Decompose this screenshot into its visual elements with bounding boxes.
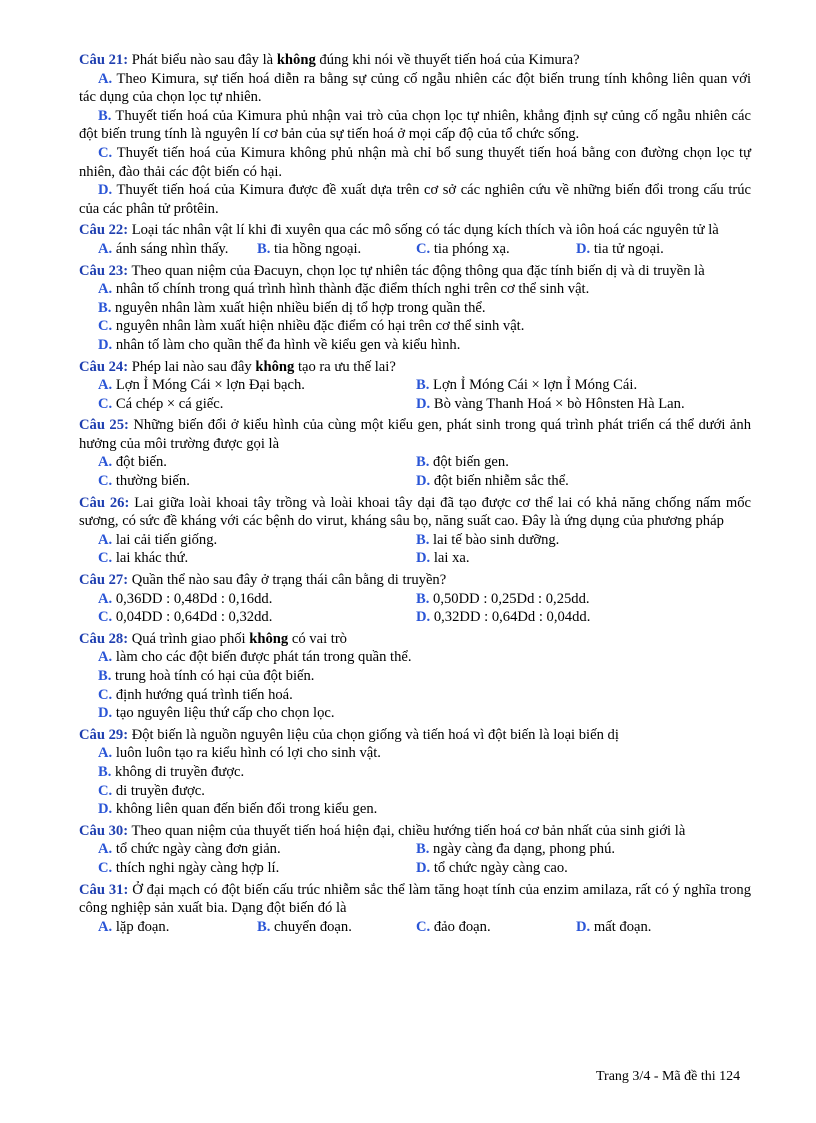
option-text: Lợn Ỉ Móng Cái × lợn Đại bạch. — [115, 377, 305, 394]
option-c[interactable] — [98, 395, 416, 414]
option-letter: B. — [416, 377, 430, 394]
option-d[interactable] — [79, 800, 751, 819]
option-text: mất đoạn. — [593, 918, 652, 935]
option-text: tổ chức ngày càng đơn giản. — [115, 841, 281, 858]
question-24 — [79, 358, 751, 414]
question-28 — [79, 630, 751, 723]
question-stem — [79, 221, 751, 240]
option-text: lặp đoạn. — [115, 918, 170, 935]
option-a[interactable] — [98, 240, 257, 259]
option-text: nguyên nhân làm xuất hiện nhiều đặc điểm có hại trên cơ thể sinh vật. — [115, 318, 525, 335]
stem-text: có vai trò — [288, 630, 347, 647]
option-letter: B. — [257, 918, 271, 935]
option-letter: B. — [416, 454, 430, 471]
option-b[interactable] — [257, 918, 416, 937]
option-text: không liên quan đến biến đổi trong kiểu gen. — [115, 801, 378, 818]
option-c[interactable] — [98, 859, 416, 878]
question-stem — [79, 571, 751, 590]
option-letter: C. — [98, 782, 113, 799]
stem-text: Theo quan niệm của Đacuyn, chọn lọc tự nhiên tác động thông qua đặc tính biến dị và di truyền là — [131, 262, 705, 279]
option-b[interactable] — [416, 453, 509, 472]
option-c[interactable] — [79, 782, 751, 801]
question-stem — [79, 726, 751, 745]
question-23 — [79, 262, 751, 355]
option-letter: A. — [98, 454, 113, 471]
option-text: nhân tố chính trong quá trình hình thành đặc điểm thích nghi trên cơ thể sinh vật. — [115, 281, 590, 298]
option-letter: B. — [98, 299, 112, 316]
option-c[interactable] — [79, 317, 751, 336]
option-text: lai tế bào sinh dưỡng. — [433, 531, 560, 548]
option-text: luôn luôn tạo ra kiểu hình có lợi cho sinh vật. — [115, 745, 381, 762]
option-a[interactable] — [98, 376, 416, 395]
option-a[interactable] — [79, 744, 751, 763]
option-letter: D. — [98, 336, 113, 353]
option-text: trung hoà tính có hại của đột biến. — [115, 668, 315, 684]
option-d[interactable] — [416, 472, 569, 491]
option-letter: B. — [98, 107, 112, 124]
option-text: không di truyền được. — [115, 763, 245, 780]
question-stem — [79, 51, 751, 70]
option-a[interactable] — [98, 918, 257, 937]
stem-text: Ở đại mạch có đột biến cấu trúc nhiễm sắc thể làm tăng hoạt tính của enzim amilaza, rất có ý nghĩa trong công nghiệp sản xuất bia. Dạng đột biến đó là — [79, 881, 751, 917]
option-text: Lợn Ỉ Móng Cái × lợn Ỉ Móng Cái. — [433, 377, 638, 394]
options-row — [79, 453, 751, 472]
option-text: Bò vàng Thanh Hoá × bò Hônsten Hà Lan. — [433, 395, 685, 412]
option-text: Cá chép × cá giếc. — [115, 395, 224, 412]
option-a[interactable] — [79, 70, 751, 107]
options-row — [79, 918, 751, 937]
options-row — [79, 840, 751, 859]
option-letter: C. — [98, 550, 113, 567]
stem-text: Theo quan niệm của thuyết tiến hoá hiện đại, chiều hướng tiến hoá cơ bản nhất của sinh giới là — [131, 822, 686, 839]
option-text: Thuyết tiến hoá của Kimura phủ nhận vai trò của chọn lọc tự nhiên, khẳng định sự củng cố ngẫu nhiên các đột biến trung tính là nguyên lí cơ bản của sự tiến hoá ở mọi cấp độ của tổ chức sống. — [79, 107, 751, 143]
option-b[interactable] — [257, 240, 416, 259]
option-letter: A. — [98, 70, 113, 87]
option-b[interactable] — [416, 376, 637, 395]
question-30 — [79, 822, 751, 878]
question-number: Câu 26: — [79, 494, 130, 511]
stem-emphasis: không — [255, 358, 295, 375]
option-d[interactable] — [576, 918, 651, 937]
option-d[interactable] — [576, 240, 664, 259]
stem-text: Quần thể nào sau đây ở trạng thái cân bằng di truyền? — [131, 572, 447, 589]
option-text: tổ chức ngày càng cao. — [433, 859, 568, 876]
stem-text: Lai giữa loài khoai tây trồng và loài khoai tây dại đã tạo được cơ thể lai có khả năng chống nấm mốc sương, có sức đề kháng với các bệnh do virut, kháng sâu bọ, năng suất cao. Đây là ứng dụng của phương pháp — [79, 494, 751, 530]
option-text: làm cho các đột biến được phát tán trong quần thể. — [115, 649, 412, 666]
question-22 — [79, 221, 751, 258]
option-letter: B. — [98, 668, 112, 684]
option-text: ngày càng đa dạng, phong phú. — [433, 841, 616, 858]
option-d[interactable] — [416, 608, 590, 627]
option-text: Theo Kimura, sự tiến hoá diễn ra bằng sự củng cố ngẫu nhiên các đột biến trung tính không liên quan với tác dụng của chọn lọc tự nhiên. — [79, 70, 752, 106]
option-text: tia hồng ngoại. — [274, 240, 362, 257]
exam-page — [79, 51, 751, 936]
option-text: 0,50DD : 0,25Dd : 0,25dd. — [433, 590, 590, 607]
option-text: 0,04DD : 0,64Dd : 0,32dd. — [115, 609, 273, 626]
option-letter: A. — [98, 841, 113, 858]
option-text: chuyển đoạn. — [274, 918, 352, 935]
option-letter: B. — [416, 531, 430, 548]
option-c[interactable] — [98, 549, 416, 568]
option-text: đột biến. — [115, 454, 167, 471]
option-d[interactable] — [79, 181, 751, 218]
option-d[interactable] — [79, 704, 751, 723]
option-text: nguyên nhân làm xuất hiện nhiều biến dị tổ hợp trong quần thể. — [115, 299, 486, 316]
option-text: 0,36DD : 0,48Dd : 0,16dd. — [115, 590, 273, 607]
option-text: đột biến nhiễm sắc thể. — [433, 473, 569, 490]
option-letter: A. — [98, 590, 113, 607]
option-text: đảo đoạn. — [433, 918, 491, 935]
page-footer: Trang 3/4 - Mã đề thi 124 — [596, 1069, 741, 1084]
options-row — [79, 859, 751, 878]
question-number: Câu 29: — [79, 726, 129, 743]
option-letter: A. — [98, 240, 113, 257]
option-c[interactable] — [79, 686, 751, 705]
option-a[interactable] — [98, 590, 416, 609]
stem-text: Phát biểu nào sau đây là — [131, 52, 277, 68]
options-row — [79, 472, 751, 491]
option-letter: B. — [416, 841, 430, 858]
option-d[interactable] — [416, 395, 685, 414]
option-letter: D. — [576, 918, 591, 935]
option-b[interactable] — [416, 590, 590, 609]
question-number: Câu 27: — [79, 572, 129, 589]
options-row — [79, 395, 751, 414]
option-text: 0,32DD : 0,64Dd : 0,04dd. — [433, 609, 591, 626]
option-letter: C. — [416, 240, 431, 257]
question-stem — [79, 494, 751, 531]
option-text: định hướng quá trình tiến hoá. — [115, 686, 293, 703]
option-letter: D. — [98, 705, 113, 722]
option-letter: D. — [98, 801, 113, 818]
question-number: Câu 31: — [79, 881, 129, 898]
question-stem — [79, 358, 751, 377]
option-letter: D. — [416, 859, 431, 876]
option-letter: C. — [98, 318, 113, 335]
stem-text: Loại tác nhân vật lí khi đi xuyên qua các mô sống có tác dụng kích thích và iôn hoá các nguyên tử là — [131, 222, 719, 239]
option-letter: D. — [416, 609, 431, 626]
option-letter: A. — [98, 918, 113, 935]
options-row — [79, 608, 751, 627]
option-letter: C. — [98, 686, 113, 703]
question-21 — [79, 51, 751, 218]
option-text: lai cải tiến giống. — [115, 531, 218, 548]
question-26 — [79, 494, 751, 568]
option-text: tia tử ngoại. — [593, 240, 664, 257]
question-27 — [79, 571, 751, 627]
stem-text: Quá trình giao phối — [131, 630, 250, 647]
option-letter: A. — [98, 281, 113, 298]
option-text: Thuyết tiến hoá của Kimura được đề xuất dựa trên cơ sở các nghiên cứu về những biến đổi trong cấu trúc của các phân tử prôtêin. — [79, 182, 752, 217]
option-letter: C. — [98, 859, 113, 876]
stem-emphasis: không — [249, 630, 289, 647]
option-letter: D. — [416, 550, 431, 567]
option-letter: C. — [416, 918, 431, 935]
question-number: Câu 25: — [79, 417, 129, 434]
option-letter: A. — [98, 377, 113, 394]
option-b[interactable] — [79, 107, 751, 144]
option-letter: D. — [98, 182, 113, 199]
option-letter: D. — [416, 395, 431, 412]
option-letter: B. — [98, 763, 112, 780]
question-number: Câu 22: — [79, 222, 129, 239]
option-b[interactable] — [416, 531, 559, 550]
option-d[interactable] — [416, 859, 568, 878]
question-31 — [79, 881, 751, 937]
stem-text: Đột biến là nguồn nguyên liệu của chọn giống và tiến hoá vì đột biến là loại biến dị — [131, 726, 619, 743]
option-a[interactable] — [98, 453, 416, 472]
question-stem — [79, 262, 751, 281]
option-letter: A. — [98, 531, 113, 548]
option-letter: B. — [416, 590, 430, 607]
option-text: tạo nguyên liệu thứ cấp cho chọn lọc. — [115, 705, 335, 722]
option-a[interactable] — [98, 840, 416, 859]
option-letter: A. — [98, 745, 113, 762]
option-text: Thuyết tiến hoá của Kimura không phủ nhận mà chỉ bổ sung thuyết tiến hoá bằng con đường chọn lọc tự nhiên, đào thải các đột biến có hại. — [79, 144, 751, 180]
option-b[interactable] — [416, 840, 615, 859]
option-letter: D. — [416, 473, 431, 490]
option-letter: C. — [98, 473, 113, 490]
stem-emphasis: không — [276, 52, 316, 68]
stem-text: Phép lai nào sau đây — [131, 358, 256, 375]
question-number: Câu 24: — [79, 358, 129, 375]
stem-text: đúng khi nói về thuyết tiến hoá của Kimura? — [315, 52, 580, 68]
option-letter: B. — [257, 240, 271, 257]
option-text: thường biến. — [115, 473, 190, 490]
options-row — [79, 531, 751, 550]
option-letter: D. — [576, 240, 591, 257]
option-a[interactable] — [79, 648, 751, 667]
option-c[interactable] — [416, 918, 576, 937]
option-text: thích nghi ngày càng hợp lí. — [115, 859, 280, 876]
option-c[interactable] — [79, 144, 751, 181]
question-number: Câu 30: — [79, 822, 129, 839]
option-text: đột biến gen. — [433, 454, 509, 471]
option-text: tia phóng xạ. — [433, 240, 510, 257]
option-text: lai khác thứ. — [115, 550, 189, 567]
question-stem — [79, 881, 751, 918]
option-letter: C. — [98, 144, 113, 161]
option-b[interactable] — [79, 667, 751, 686]
question-25 — [79, 416, 751, 490]
option-d[interactable] — [79, 336, 751, 355]
option-letter: A. — [98, 649, 113, 666]
question-number: Câu 23: — [79, 262, 129, 279]
option-b[interactable] — [79, 299, 751, 318]
option-letter: C. — [98, 395, 113, 412]
question-29 — [79, 726, 751, 819]
stem-text: tạo ra ưu thế lai? — [294, 358, 396, 375]
question-stem — [79, 822, 751, 841]
option-text: di truyền được. — [115, 782, 205, 799]
option-text: ánh sáng nhìn thấy. — [115, 240, 229, 257]
options-row — [79, 240, 751, 259]
options-row — [79, 590, 751, 609]
option-c[interactable] — [98, 472, 416, 491]
option-text: nhân tố làm cho quần thể đa hình về kiểu gen và kiểu hình. — [115, 336, 461, 353]
question-number: Câu 21: — [79, 52, 129, 68]
question-stem — [79, 630, 751, 649]
option-text: lai xa. — [433, 550, 470, 567]
stem-text: Những biến đổi ở kiểu hình của cùng một kiểu gen, phát sinh trong quá trình phát triển cá thể dưới ảnh hưởng của môi trường được gọi là — [79, 417, 751, 452]
question-stem — [79, 416, 751, 453]
option-d[interactable] — [416, 549, 470, 568]
option-letter: C. — [98, 609, 113, 626]
option-a[interactable] — [79, 280, 751, 299]
option-c[interactable] — [416, 240, 576, 259]
option-c[interactable] — [98, 608, 416, 627]
question-number: Câu 28: — [79, 630, 129, 647]
option-b[interactable] — [79, 763, 751, 782]
options-row — [79, 549, 751, 568]
options-row — [79, 376, 751, 395]
option-a[interactable] — [98, 531, 416, 550]
